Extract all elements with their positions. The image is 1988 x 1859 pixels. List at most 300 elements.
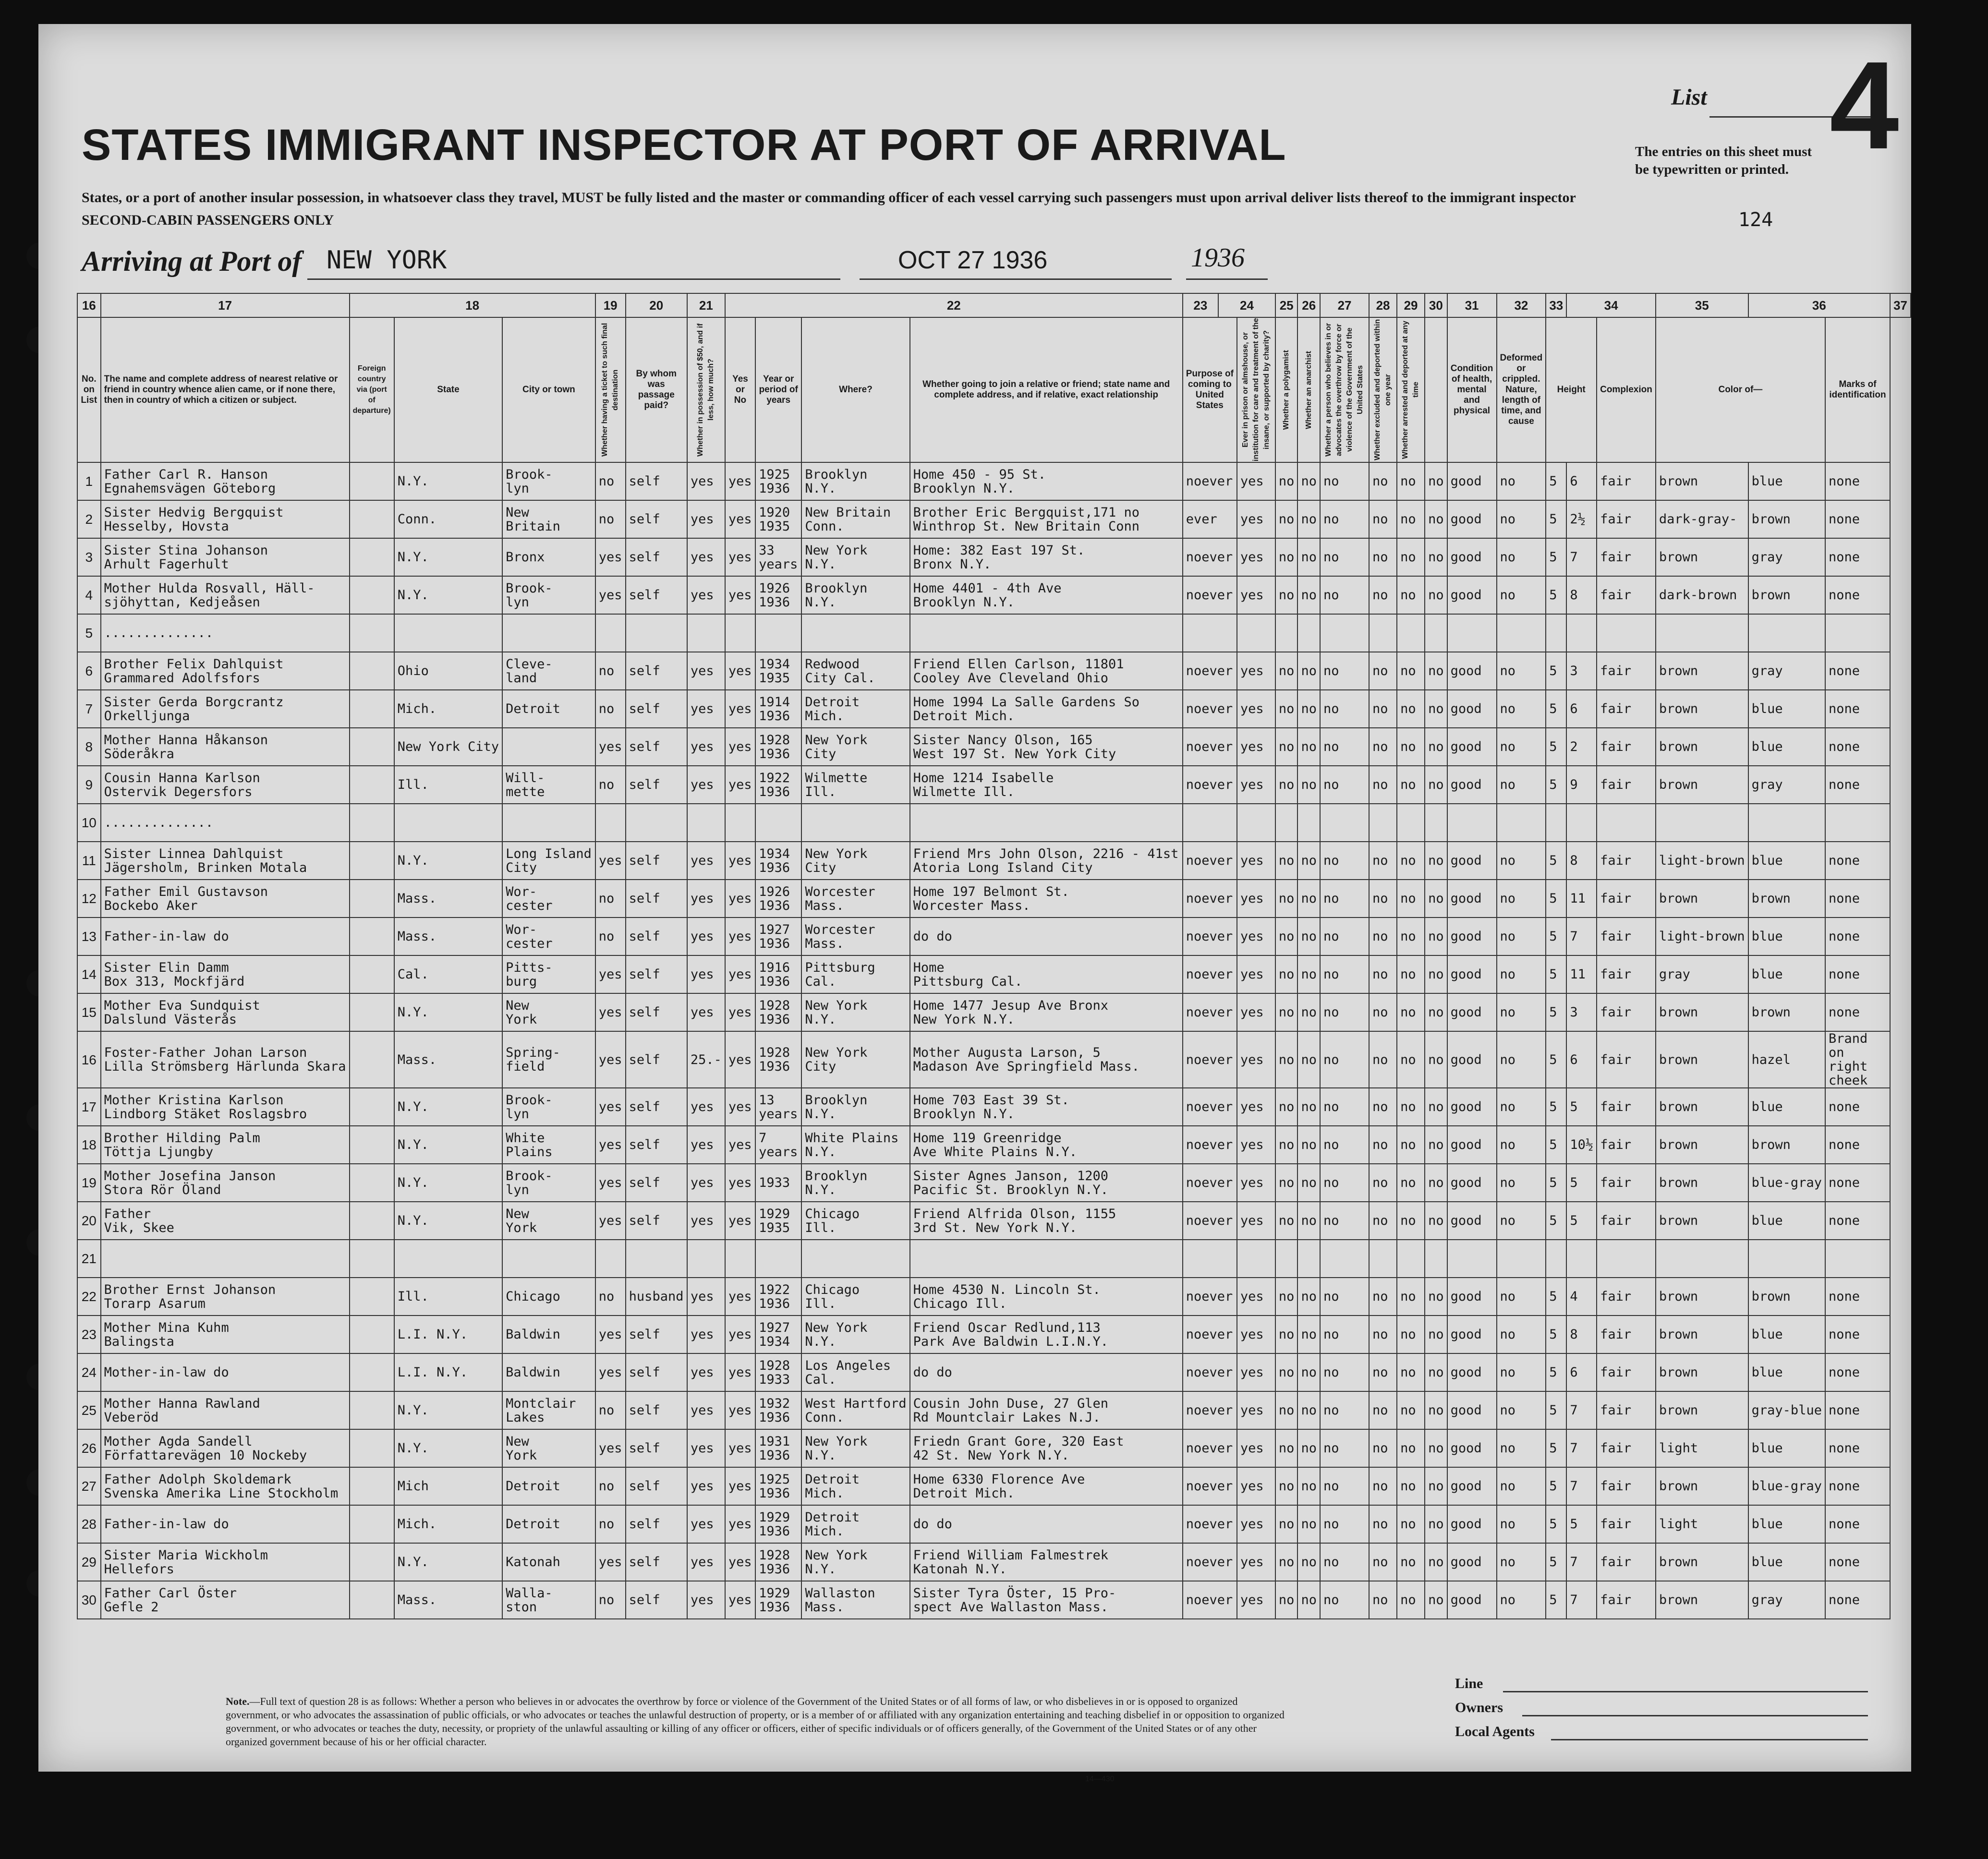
hair bbox=[1656, 538, 1748, 576]
excluded-text: no bbox=[1372, 739, 1388, 754]
prison-text: yes bbox=[1240, 1005, 1264, 1020]
eyes bbox=[1748, 1240, 1825, 1278]
column-number: 18 bbox=[350, 293, 595, 317]
blank-text: no bbox=[1428, 1137, 1444, 1152]
possession-50 bbox=[687, 1543, 725, 1581]
question-28-note bbox=[226, 1695, 1292, 1749]
where-text: New York bbox=[805, 1045, 868, 1060]
hair-text: brown bbox=[1659, 891, 1698, 906]
prison-text: yes bbox=[1240, 1289, 1264, 1304]
deformed bbox=[1497, 1278, 1546, 1316]
city bbox=[502, 1391, 595, 1429]
health-text: good bbox=[1450, 664, 1482, 678]
city bbox=[502, 1126, 595, 1164]
possession-50 bbox=[687, 1126, 725, 1164]
join-relative-text: Brooklyn N.Y. bbox=[913, 481, 1015, 496]
polygamist bbox=[1275, 690, 1298, 728]
complexion-text: fair bbox=[1600, 929, 1632, 944]
header-excluded: Whether excluded and deported within one year bbox=[1369, 317, 1397, 462]
relative-name-address bbox=[101, 1543, 350, 1581]
year-period-text: 1927 bbox=[759, 922, 790, 937]
health-text: good bbox=[1450, 967, 1482, 982]
anarchist bbox=[1297, 993, 1320, 1031]
header-anarchist: Whether an anarchist bbox=[1297, 317, 1320, 462]
relative-name-address bbox=[101, 955, 350, 993]
blank bbox=[1425, 1278, 1447, 1316]
polygamist-text: no bbox=[1278, 1327, 1295, 1342]
prison bbox=[1237, 652, 1275, 690]
state-text: Mass. bbox=[397, 1593, 437, 1607]
hair bbox=[1656, 1088, 1748, 1126]
city-text: New bbox=[506, 1206, 529, 1221]
blank-text: no bbox=[1428, 1327, 1444, 1342]
ticket-text: no bbox=[598, 512, 615, 527]
city bbox=[502, 1202, 595, 1240]
hair bbox=[1656, 1240, 1748, 1278]
height-inches bbox=[1566, 1240, 1597, 1278]
where-text: City bbox=[805, 746, 836, 761]
eyes-text: blue-gray bbox=[1751, 1175, 1822, 1190]
join-relative-text: Park Ave Baldwin L.I.N.Y. bbox=[913, 1334, 1109, 1349]
purpose-length bbox=[1183, 500, 1237, 538]
join-relative-text: Winthrop St. New Britain Conn bbox=[913, 519, 1140, 534]
passage-paid bbox=[626, 1581, 687, 1619]
city-text: City bbox=[506, 860, 537, 875]
marks-text: none bbox=[1828, 1479, 1860, 1494]
height-feet bbox=[1546, 917, 1566, 955]
prison bbox=[1237, 804, 1275, 842]
where bbox=[801, 1316, 909, 1353]
year-period bbox=[755, 766, 801, 804]
city-text: Wor- bbox=[506, 922, 537, 937]
ticket bbox=[595, 917, 626, 955]
state bbox=[394, 462, 502, 500]
arrested bbox=[1397, 1164, 1425, 1202]
purpose-length bbox=[1183, 652, 1237, 690]
prison-text: yes bbox=[1240, 1555, 1264, 1569]
where bbox=[801, 614, 909, 652]
prison-text: yes bbox=[1240, 853, 1264, 868]
marks-text: none bbox=[1828, 474, 1860, 489]
arrested bbox=[1397, 1543, 1425, 1581]
where-text: N.Y. bbox=[805, 1448, 836, 1463]
ticket bbox=[595, 1031, 626, 1088]
prison-text: yes bbox=[1240, 1175, 1264, 1190]
complexion-text: fair bbox=[1600, 853, 1632, 868]
purpose-length-text: noever bbox=[1186, 1593, 1233, 1607]
relative-name-address bbox=[101, 538, 350, 576]
join-relative bbox=[910, 1353, 1183, 1391]
ticket bbox=[595, 1391, 626, 1429]
ticket-text: yes bbox=[598, 1365, 622, 1380]
anarchist bbox=[1297, 804, 1320, 842]
join-relative-text: Madason Ave Springfield Mass. bbox=[913, 1059, 1140, 1074]
relative-name-address-text: Sister Elin Damm bbox=[104, 960, 229, 975]
eyes bbox=[1748, 500, 1825, 538]
blank-text: no bbox=[1428, 967, 1444, 982]
excluded-text: no bbox=[1372, 929, 1388, 944]
height-feet-text: 5 bbox=[1549, 1593, 1557, 1607]
where bbox=[801, 804, 909, 842]
arrested-text: no bbox=[1400, 512, 1416, 527]
complexion-text: fair bbox=[1600, 1213, 1632, 1228]
ticket-text: yes bbox=[598, 1327, 622, 1342]
polygamist-text: no bbox=[1278, 853, 1295, 868]
row-number-text: 19 bbox=[81, 1175, 97, 1190]
height-feet-text: 5 bbox=[1549, 1213, 1557, 1228]
ticket bbox=[595, 1202, 626, 1240]
relative-name-address-text: Svenska Amerika Line Stockholm bbox=[104, 1485, 339, 1501]
passage-paid-text: self bbox=[629, 853, 660, 868]
eyes-text: blue bbox=[1751, 929, 1783, 944]
foreign-country bbox=[350, 1391, 394, 1429]
arrested bbox=[1397, 917, 1425, 955]
height-feet-text: 5 bbox=[1549, 1137, 1557, 1152]
passage-paid bbox=[626, 1505, 687, 1543]
city bbox=[502, 500, 595, 538]
polygamist bbox=[1275, 880, 1298, 917]
purpose-length bbox=[1183, 614, 1237, 652]
year-period-text: 1935 bbox=[759, 519, 790, 534]
arrested bbox=[1397, 500, 1425, 538]
prison bbox=[1237, 1505, 1275, 1543]
join-relative-text: Bronx N.Y. bbox=[913, 556, 992, 572]
arrested bbox=[1397, 1126, 1425, 1164]
anarchist bbox=[1297, 1543, 1320, 1581]
prison bbox=[1237, 1164, 1275, 1202]
marks bbox=[1825, 917, 1890, 955]
been-before bbox=[725, 804, 755, 842]
health-text: good bbox=[1450, 929, 1482, 944]
hair bbox=[1656, 880, 1748, 917]
state bbox=[394, 728, 502, 766]
health bbox=[1447, 1202, 1497, 1240]
hair bbox=[1656, 1164, 1748, 1202]
height-feet-text: 5 bbox=[1549, 1365, 1557, 1380]
city bbox=[502, 462, 595, 500]
passage-paid bbox=[626, 1240, 687, 1278]
eyes bbox=[1748, 1278, 1825, 1316]
relative-name-address bbox=[101, 1353, 350, 1391]
marks-text: none bbox=[1828, 1005, 1860, 1020]
blank-text: no bbox=[1428, 1441, 1444, 1456]
deformed-text: no bbox=[1500, 1099, 1516, 1114]
join-relative-text: Chicago Ill. bbox=[913, 1296, 1007, 1311]
passenger-row bbox=[77, 993, 1911, 1031]
possession-50 bbox=[687, 1202, 725, 1240]
hair-text: brown bbox=[1659, 1213, 1698, 1228]
join-relative-text: West 197 St. New York City bbox=[913, 746, 1116, 761]
year-period-text: 1914 bbox=[759, 694, 790, 710]
health-text: good bbox=[1450, 1175, 1482, 1190]
polygamist-text: no bbox=[1278, 929, 1295, 944]
been-before-text: yes bbox=[728, 1365, 752, 1380]
join-relative-text: Brooklyn N.Y. bbox=[913, 1106, 1015, 1122]
state bbox=[394, 1202, 502, 1240]
anarchist-text: no bbox=[1301, 701, 1317, 716]
blank bbox=[1425, 538, 1447, 576]
join-relative-text: Katonah N.Y. bbox=[913, 1561, 1007, 1577]
passenger-row bbox=[77, 1581, 1911, 1619]
height-feet-text: 5 bbox=[1549, 1479, 1557, 1494]
passage-paid-text: self bbox=[629, 929, 660, 944]
passage-paid bbox=[626, 804, 687, 842]
city-text: lyn bbox=[506, 594, 529, 610]
relative-name-address bbox=[101, 1429, 350, 1467]
health bbox=[1447, 1353, 1497, 1391]
row-number bbox=[77, 993, 101, 1031]
city bbox=[502, 1467, 595, 1505]
row-number-text: 17 bbox=[81, 1099, 97, 1114]
deformed bbox=[1497, 1581, 1546, 1619]
where bbox=[801, 955, 909, 993]
marks-text: none bbox=[1828, 777, 1860, 792]
city-text: Pitts- bbox=[506, 960, 553, 975]
year-period-text: 1928 bbox=[759, 1547, 790, 1563]
height-feet bbox=[1546, 500, 1566, 538]
marks-text: none bbox=[1828, 1327, 1860, 1342]
relative-name-address-text: Mother Kristina Karlson bbox=[104, 1092, 284, 1108]
row-number-text: 1 bbox=[85, 474, 93, 489]
row-number-text: 5 bbox=[85, 626, 93, 640]
passage-paid-text: self bbox=[629, 1005, 660, 1020]
possession-50-text: yes bbox=[690, 1555, 714, 1569]
join-relative-text: Brooklyn N.Y. bbox=[913, 594, 1015, 610]
blank-text: no bbox=[1428, 474, 1444, 489]
complexion-text: fair bbox=[1600, 512, 1632, 527]
where-text: Ill. bbox=[805, 1296, 836, 1311]
city bbox=[502, 766, 595, 804]
passenger-row bbox=[77, 538, 1911, 576]
column-number: 24 bbox=[1218, 293, 1275, 317]
foreign-country bbox=[350, 1316, 394, 1353]
year-period-text: 1928 bbox=[759, 732, 790, 748]
passenger-row bbox=[77, 766, 1911, 804]
state-text: Mass. bbox=[397, 1052, 437, 1067]
marks bbox=[1825, 728, 1890, 766]
q28 bbox=[1320, 766, 1369, 804]
blank bbox=[1425, 880, 1447, 917]
relative-name-address-text: Mother-in-law do bbox=[104, 1365, 229, 1380]
where-text: Mich. bbox=[805, 1523, 844, 1539]
arrival-date-stamp: OCT 27 1936 bbox=[898, 246, 1048, 274]
where-text: White Plains bbox=[805, 1130, 899, 1146]
anarchist-text: no bbox=[1301, 1517, 1317, 1532]
height-inches bbox=[1566, 880, 1597, 917]
polygamist bbox=[1275, 1164, 1298, 1202]
q28 bbox=[1320, 1088, 1369, 1126]
deformed-text: no bbox=[1500, 512, 1516, 527]
join-relative-text: Cooley Ave Cleveland Ohio bbox=[913, 670, 1109, 686]
year-period-text: 1927 bbox=[759, 1320, 790, 1335]
city-text: White bbox=[506, 1130, 545, 1146]
year-period-text: 1926 bbox=[759, 580, 790, 596]
arrested bbox=[1397, 804, 1425, 842]
q28-text: no bbox=[1323, 1403, 1339, 1418]
purpose-length bbox=[1183, 1126, 1237, 1164]
prison-text: yes bbox=[1240, 1213, 1264, 1228]
relative-name-address bbox=[101, 766, 350, 804]
been-before bbox=[725, 1240, 755, 1278]
ticket bbox=[595, 1316, 626, 1353]
where-text: Cal. bbox=[805, 1372, 836, 1387]
prison-text: yes bbox=[1240, 701, 1264, 716]
complexion bbox=[1597, 1353, 1656, 1391]
header-marks: Marks of identification bbox=[1825, 317, 1890, 462]
hair-text: dark-brown bbox=[1659, 588, 1737, 603]
prison-text: yes bbox=[1240, 550, 1264, 565]
relative-name-address-text: Father Carl Öster bbox=[104, 1585, 237, 1601]
purpose-length-text: noever bbox=[1186, 1441, 1233, 1456]
passenger-row bbox=[77, 880, 1911, 917]
where bbox=[801, 576, 909, 614]
hair-text: brown bbox=[1659, 1137, 1698, 1152]
anarchist bbox=[1297, 1581, 1320, 1619]
row-number bbox=[77, 1126, 101, 1164]
health bbox=[1447, 917, 1497, 955]
relative-name-address-text: Mother Mina Kuhm bbox=[104, 1320, 229, 1335]
possession-50-text: yes bbox=[690, 1479, 714, 1494]
been-before-text: yes bbox=[728, 1175, 752, 1190]
excluded bbox=[1369, 1429, 1397, 1467]
purpose-length bbox=[1183, 576, 1237, 614]
deformed bbox=[1497, 955, 1546, 993]
row-number bbox=[77, 728, 101, 766]
been-before-text: yes bbox=[728, 664, 752, 678]
purpose-length-text: noever bbox=[1186, 929, 1233, 944]
passage-paid bbox=[626, 538, 687, 576]
year-period-text: 1934 bbox=[759, 846, 790, 861]
deformed-text: no bbox=[1500, 1327, 1516, 1342]
passage-paid-text: self bbox=[629, 664, 660, 678]
height-feet bbox=[1546, 538, 1566, 576]
health bbox=[1447, 1278, 1497, 1316]
foreign-country bbox=[350, 1353, 394, 1391]
purpose-length bbox=[1183, 1164, 1237, 1202]
state-text: N.Y. bbox=[397, 588, 429, 603]
been-before-text: yes bbox=[728, 1327, 752, 1342]
purpose-length-text: noever bbox=[1186, 1479, 1233, 1494]
hair-text: brown bbox=[1659, 1005, 1698, 1020]
q28 bbox=[1320, 880, 1369, 917]
height-inches-text: 6 bbox=[1570, 474, 1578, 489]
height-feet-text: 5 bbox=[1549, 1403, 1557, 1418]
purpose-length bbox=[1183, 1543, 1237, 1581]
year-period-text: 1929 bbox=[759, 1509, 790, 1525]
been-before bbox=[725, 576, 755, 614]
ticket-text: yes bbox=[598, 967, 622, 982]
relative-name-address-text: Torarp Asarum bbox=[104, 1296, 206, 1311]
column-number: 16 bbox=[77, 293, 101, 317]
been-before-text: yes bbox=[728, 1555, 752, 1569]
foreign-country bbox=[350, 1240, 394, 1278]
relative-name-address-text: .............. bbox=[104, 626, 214, 640]
blank bbox=[1425, 576, 1447, 614]
where bbox=[801, 1240, 909, 1278]
year-period-text: 1934 bbox=[759, 656, 790, 672]
height-feet bbox=[1546, 1543, 1566, 1581]
height-inches-text: 7 bbox=[1570, 550, 1578, 565]
city-text: Brook- bbox=[506, 1092, 553, 1108]
join-relative bbox=[910, 1391, 1183, 1429]
passage-paid bbox=[626, 1088, 687, 1126]
possession-50-text: yes bbox=[690, 891, 714, 906]
possession-50-text: yes bbox=[690, 1175, 714, 1190]
prison bbox=[1237, 1467, 1275, 1505]
ticket bbox=[595, 1164, 626, 1202]
purpose-length-text: noever bbox=[1186, 739, 1233, 754]
relative-name-address-text: Mother Eva Sundquist bbox=[104, 998, 260, 1013]
height-inches bbox=[1566, 652, 1597, 690]
anarchist bbox=[1297, 880, 1320, 917]
blank-text: no bbox=[1428, 929, 1444, 944]
city-text: York bbox=[506, 1448, 537, 1463]
year-period-text: 1922 bbox=[759, 770, 790, 785]
header-where: Where? bbox=[801, 317, 909, 462]
where-text: Worcester bbox=[805, 884, 875, 899]
ticket-text: yes bbox=[598, 588, 622, 603]
anarchist-text: no bbox=[1301, 1289, 1317, 1304]
year-period bbox=[755, 1240, 801, 1278]
deformed bbox=[1497, 500, 1546, 538]
ticket-text: yes bbox=[598, 1005, 622, 1020]
anarchist bbox=[1297, 1353, 1320, 1391]
excluded-text: no bbox=[1372, 1441, 1388, 1456]
height-inches bbox=[1566, 1202, 1597, 1240]
prison-text: yes bbox=[1240, 891, 1264, 906]
year-period bbox=[755, 1543, 801, 1581]
q28-text: no bbox=[1323, 967, 1339, 982]
prison bbox=[1237, 1543, 1275, 1581]
health bbox=[1447, 993, 1497, 1031]
year-period bbox=[755, 614, 801, 652]
year-period bbox=[755, 1278, 801, 1316]
row-number bbox=[77, 1316, 101, 1353]
join-relative-text: Pacific St. Brooklyn N.Y. bbox=[913, 1182, 1109, 1197]
deformed-text: no bbox=[1500, 1593, 1516, 1607]
join-relative-text: Home 1477 Jesup Ave Bronx bbox=[913, 998, 1109, 1013]
marks bbox=[1825, 538, 1890, 576]
height-feet bbox=[1546, 1467, 1566, 1505]
year-period-text: 1936 bbox=[759, 1561, 790, 1577]
been-before bbox=[725, 690, 755, 728]
excluded-text: no bbox=[1372, 474, 1388, 489]
complexion-text: fair bbox=[1600, 1052, 1632, 1067]
eyes bbox=[1748, 1088, 1825, 1126]
join-relative-text: Friend Alfrida Olson, 1155 bbox=[913, 1206, 1116, 1221]
height-inches bbox=[1566, 538, 1597, 576]
year-period-text: 1936 bbox=[759, 1523, 790, 1539]
excluded bbox=[1369, 462, 1397, 500]
row-number bbox=[77, 1088, 101, 1126]
relative-name-address bbox=[101, 462, 350, 500]
possession-50 bbox=[687, 576, 725, 614]
city-text: Cleve- bbox=[506, 656, 553, 672]
hair bbox=[1656, 1353, 1748, 1391]
city bbox=[502, 880, 595, 917]
complexion bbox=[1597, 1031, 1656, 1088]
excluded bbox=[1369, 1240, 1397, 1278]
marks-text: none bbox=[1828, 1099, 1860, 1114]
been-before bbox=[725, 880, 755, 917]
state bbox=[394, 1429, 502, 1467]
relative-name-address-text: Cousin Hanna Karlson bbox=[104, 770, 260, 785]
foreign-country bbox=[350, 880, 394, 917]
row-number-text: 6 bbox=[85, 664, 93, 678]
join-relative-text: 3rd St. New York N.Y. bbox=[913, 1220, 1078, 1235]
where-text: N.Y. bbox=[805, 1561, 836, 1577]
subtitle-line: SECOND-CABIN PASSENGERS ONLY bbox=[82, 212, 334, 228]
